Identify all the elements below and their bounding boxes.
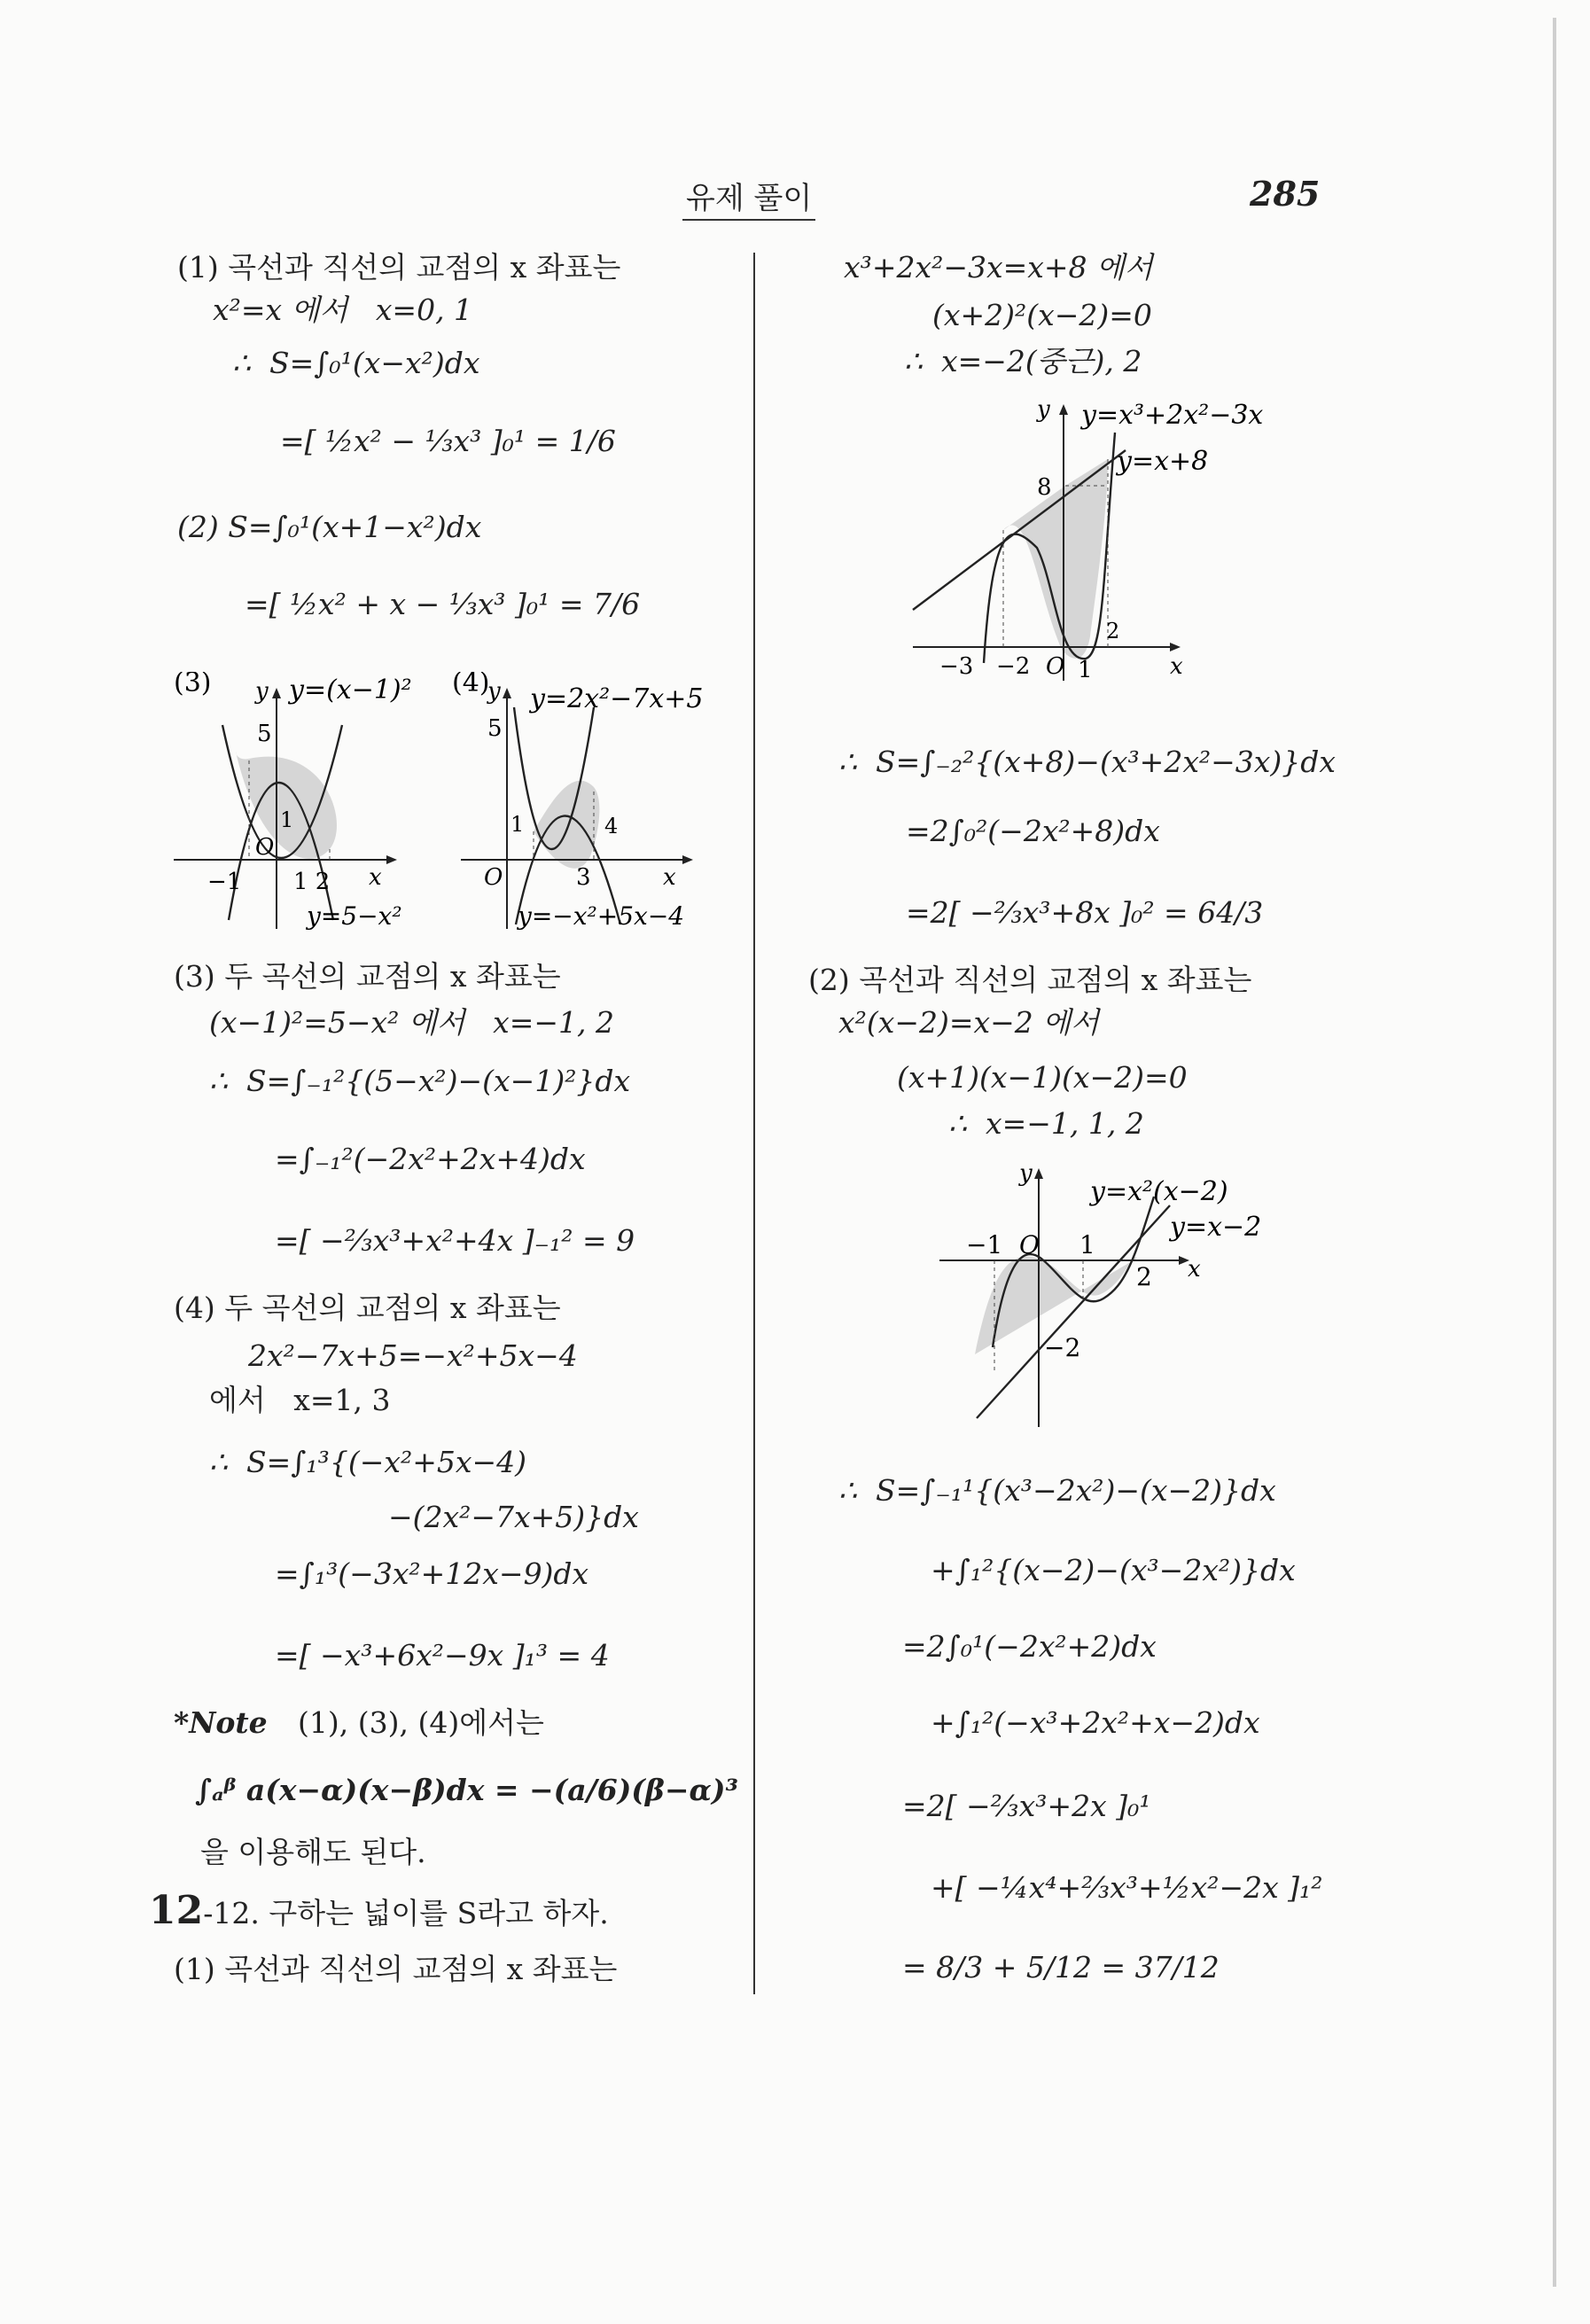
solution-1-intro: (1) 곡선과 직선의 교점의 x 좌표는	[177, 250, 621, 285]
figure-3-graph	[174, 672, 440, 938]
figure-3-label: (3)	[174, 672, 212, 698]
part-2-step-2: +∫₁²(−x³+2x²+x−2)dx	[931, 1705, 1260, 1740]
figure-a-x-axis: x	[1170, 653, 1183, 680]
solution-4-integral-cont: −(2x²−7x+5)}dx	[388, 1500, 639, 1534]
note-label: *Note	[174, 1705, 268, 1740]
figure-3-curve2-label: y=5−x²	[307, 901, 402, 931]
right-eq-3: ∴ x=−2(중근), 2	[904, 344, 1142, 378]
figure-b-curve-label: y=x²(x−2)	[1090, 1176, 1228, 1207]
problem-12-heading	[149, 1888, 609, 1933]
figure-a-tick-minus-2: −2	[996, 653, 1031, 680]
problem-12-text: -12. 구하는 넓이를 S라고 하자.	[203, 1896, 609, 1930]
solution-4-integral: ∴ S=∫₁³{(−x²+5x−4)	[209, 1445, 527, 1479]
figure-4-tick-1: 1	[511, 812, 525, 837]
figure-4-curve2-label: y=−x²+5x−4	[518, 901, 685, 931]
solution-1-result: =[ ½x² − ⅓x³ ]₀¹ = 1/6	[280, 424, 616, 458]
figure-b-tick-minus-1: −1	[966, 1230, 1003, 1259]
right-area-integral: ∴ S=∫₋₂²{(x+8)−(x³+2x²−3x)}dx	[838, 745, 1337, 779]
part-2-step-1: =2∫₀¹(−2x²+2)dx	[902, 1629, 1157, 1664]
right-area-step: =2∫₀²(−2x²+8)dx	[906, 814, 1160, 848]
page-edge	[1553, 18, 1556, 2287]
figure-cubic-line-graph	[904, 397, 1285, 690]
part-2-eq: x²(x−2)=x−2 에서	[838, 1005, 1099, 1040]
column-divider	[753, 253, 755, 1994]
right-area-result: =2[ −⅔x³+8x ]₀² = 64/3	[906, 895, 1264, 930]
figure-a-tick-8: 8	[1037, 474, 1052, 501]
solution-2-integral: (2) S=∫₀¹(x+1−x²)dx	[177, 510, 482, 544]
solution-4-intro: (4) 두 곡선의 교점의 x 좌표는	[174, 1291, 561, 1325]
figure-4-curve1-label: y=2x²−7x+5	[530, 683, 704, 714]
figure-b-x-axis: x	[1188, 1256, 1201, 1283]
figure-a-y-axis: y	[1037, 397, 1050, 423]
figure-4-origin: O	[484, 864, 503, 891]
figure-3-curve1-label: y=(x−1)²	[289, 675, 412, 706]
page-number: 285	[1250, 174, 1321, 214]
part-2-intro: (2) 곡선과 직선의 교점의 x 좌표는	[808, 963, 1252, 997]
figure-4-tick-3: 3	[576, 864, 591, 891]
figure-a-tick-2: 2	[1106, 619, 1120, 643]
figure-a-tick-1: 1	[1078, 657, 1093, 683]
part-2-roots: ∴ x=−1, 1, 2	[948, 1106, 1144, 1141]
figure-b-y-axis: y	[1019, 1161, 1033, 1187]
note-text: (1), (3), (4)에서는	[298, 1705, 544, 1740]
figure-4-graph	[452, 672, 744, 938]
part-2-factored: (x+1)(x−1)(x−2)=0	[897, 1060, 1188, 1095]
running-header: 유제 풀이	[682, 174, 815, 221]
solution-3-result: =[ −⅔x³+x²+4x ]₋₁² = 9	[275, 1223, 635, 1258]
part-2-step-3: =2[ −⅔x³+2x ]₀¹	[902, 1789, 1151, 1823]
part-2-result: = 8/3 + 5/12 = 37/12	[902, 1950, 1220, 1985]
figure-4-label: (4)	[452, 672, 490, 698]
solution-3-intro: (3) 두 곡선의 교점의 x 좌표는	[174, 959, 561, 994]
solution-4-roots: 에서 x=1, 3	[209, 1383, 391, 1417]
right-eq-1: x³+2x²−3x=x+8 에서	[844, 250, 1153, 285]
solution-1-eq: x²=x 에서 x=0, 1	[213, 292, 473, 327]
figure-3-tick-5: 5	[257, 721, 272, 747]
part-2-step-4: +[ −¼x⁴+⅔x³+½x²−2x ]₁²	[931, 1870, 1323, 1905]
figure-b-tick-minus-2: −2	[1044, 1333, 1081, 1362]
figure-a-tick-minus-3: −3	[939, 653, 974, 680]
figure-a-curve-label: y=x³+2x²−3x	[1081, 400, 1264, 431]
figure-cubic-line-graph-2	[931, 1161, 1303, 1436]
figure-b-line-label: y=x−2	[1170, 1212, 1262, 1243]
figure-b-origin: O	[1019, 1230, 1040, 1259]
figure-4-tick-5: 5	[487, 715, 503, 742]
solution-2-result: =[ ½x² + x − ⅓x³ ]₀¹ = 7/6	[245, 587, 641, 621]
figure-a-origin: O	[1046, 653, 1065, 680]
figure-4-y-axis: y	[487, 678, 501, 705]
solution-3-eq: (x−1)²=5−x² 에서 x=−1, 2	[209, 1005, 614, 1040]
problem-12-part-1: (1) 곡선과 직선의 교점의 x 좌표는	[174, 1952, 618, 1986]
figure-a-line-label: y=x+8	[1117, 446, 1209, 477]
part-2-integral-2: +∫₁²{(x−2)−(x³−2x²)}dx	[931, 1553, 1296, 1587]
part-2-integral-1: ∴ S=∫₋₁¹{(x³−2x²)−(x−2)}dx	[838, 1473, 1276, 1508]
figure-3-origin: O	[255, 834, 275, 861]
solution-4-step: =∫₁³(−3x²+12x−9)dx	[275, 1556, 589, 1591]
figure-3-tick-1-2: 1 2	[293, 869, 331, 895]
figure-3-x-axis: x	[369, 864, 382, 891]
figure-b-tick-1: 1	[1079, 1230, 1095, 1259]
figure-4-tick-4: 4	[604, 814, 619, 838]
solution-3-integral: ∴ S=∫₋₁²{(5−x²)−(x−1)²}dx	[209, 1064, 631, 1098]
figure-3-tick-minus-1: −1	[207, 869, 242, 895]
solution-1-integral: ∴ S=∫₀¹(x−x²)dx	[232, 346, 480, 380]
note-formula: ∫ₐᵝ a(x−α)(x−β)dx = −(a/6)(β−α)³	[195, 1773, 738, 1807]
figure-4-x-axis: x	[663, 864, 676, 891]
solution-4-result: =[ −x³+6x²−9x ]₁³ = 4	[275, 1638, 610, 1673]
right-eq-2: (x+2)²(x−2)=0	[932, 298, 1152, 332]
note-text-2: 을 이용해도 된다.	[200, 1835, 426, 1869]
figure-b-tick-2: 2	[1136, 1262, 1152, 1291]
problem-12-number: 12	[149, 1888, 204, 1933]
figure-3-y-axis: y	[255, 678, 269, 705]
solution-4-eq: 2x²−7x+5=−x²+5x−4	[248, 1338, 578, 1373]
solution-3-step: =∫₋₁²(−2x²+2x+4)dx	[275, 1142, 586, 1176]
figure-3-tick-1: 1	[280, 807, 294, 832]
